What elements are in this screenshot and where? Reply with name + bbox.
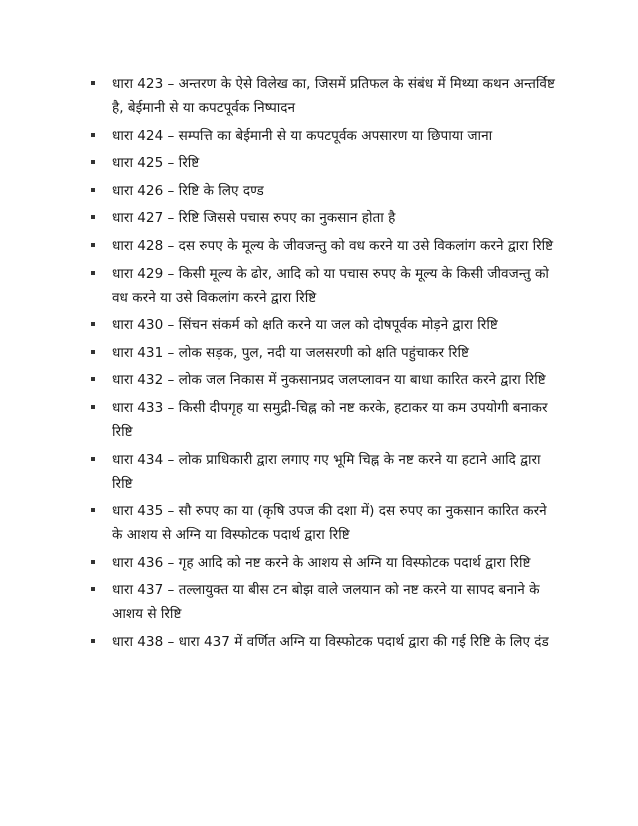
bullet-icon [91,587,95,591]
list-item [86,313,556,337]
bullet-icon [91,350,95,354]
list-item [86,396,556,444]
section-text: धारा 430 – सिंचन संकर्म को क्षति करने या जल को दोषपूर्वक मोड़ने द्वारा रिष्टि [112,317,498,334]
bullet-icon [91,377,95,381]
list-item [86,499,556,547]
bullet-icon [91,405,95,409]
bullet-icon [91,133,95,137]
section-text: धारा 437 – तल्लायुक्त या बीस टन बोझ वाले जलयान को नष्ट करने या सापद बनाने के आशय से रिष्टि [112,582,540,623]
section-text: धारा 427 – रिष्टि जिससे पचास रुपए का नुकसान होता है [112,210,396,227]
section-text: धारा 436 – गृह आदि को नष्ट करने के आशय से अग्नि या विस्फोटक पदार्थ द्वारा रिष्टि [112,554,531,571]
bullet-icon [91,271,95,275]
bullet-icon [91,188,95,192]
bullet-icon [91,215,95,219]
list-item [86,72,556,120]
section-text: धारा 431 – लोक सड़क, पुल, नदी या जलसरणी को क्षति पहुंचाकर रिष्टि [112,344,469,361]
list-item [86,551,556,575]
bullet-icon [91,457,95,461]
bullet-icon [91,81,95,85]
section-text: धारा 425 – रिष्टि [112,155,200,172]
list-item [86,151,556,175]
section-text: धारा 424 – सम्पत्ति का बेईमानी से या कपटपूर्वक अपसारण या छिपाया जाना [112,127,493,144]
bullet-icon [91,508,95,512]
section-text: धारा 435 – सौ रुपए का या (कृषि उपज की दशा में) दस रुपए का नुकसान कारित करने के आशय से अग्नि या विस्फोटक पदार्थ द्वारा रिष्टि [112,503,547,544]
list-item [86,179,556,203]
list-item [86,206,556,230]
list-item [86,578,556,626]
list-item [86,341,556,365]
section-text: धारा 429 – किसी मूल्य के ढोर, आदि को या पचास रुपए के मूल्य के किसी जीवजन्तु को वध करने या उसे विकलांग करने द्वारा रिष्टि [112,265,549,306]
section-text: धारा 432 – लोक जल निकास में नुकसानप्रद जलप्लावन या बाधा कारित करने द्वारा रिष्टि [112,372,546,389]
section-text: धारा 438 – धारा 437 में वर्णित अग्नि या विस्फोटक पदार्थ द्वारा की गई रिष्टि के लिए दंड [112,633,549,650]
section-text: धारा 426 – रिष्टि के लिए दण्ड [112,182,264,199]
list-item [86,630,556,654]
bullet-icon [91,243,95,247]
section-list [86,72,556,658]
section-text: धारा 423 – अन्तरण के ऐसे विलेख का, जिसमें प्रतिफल के संबंध में मिथ्या कथन अन्तर्विष्ट है, बेईमानी से या कपटपूर्वक निष्पादन [112,76,555,116]
section-text: धारा 428 – दस रुपए के मूल्य के जीवजन्तु को वध करने या उसे विकलांग करने द्वारा रिष्टि [112,237,554,254]
list-item [86,448,556,496]
list-item [86,262,556,310]
bullet-icon [91,560,95,564]
list-item [86,234,556,258]
bullet-icon [91,322,95,326]
bullet-icon [91,160,95,164]
list-item [86,124,556,148]
bullet-icon [91,639,95,643]
list-item [86,368,556,392]
section-text: धारा 433 – किसी दीपगृह या समुद्री-चिह्न को नष्ट करके, हटाकर या कम उपयोगी बनाकर रिष्टि [112,399,548,440]
section-text: धारा 434 – लोक प्राधिकारी द्वारा लगाए गए भूमि चिह्न के नष्ट करने या हटाने आदि द्वारा रिष्टि [112,451,541,492]
